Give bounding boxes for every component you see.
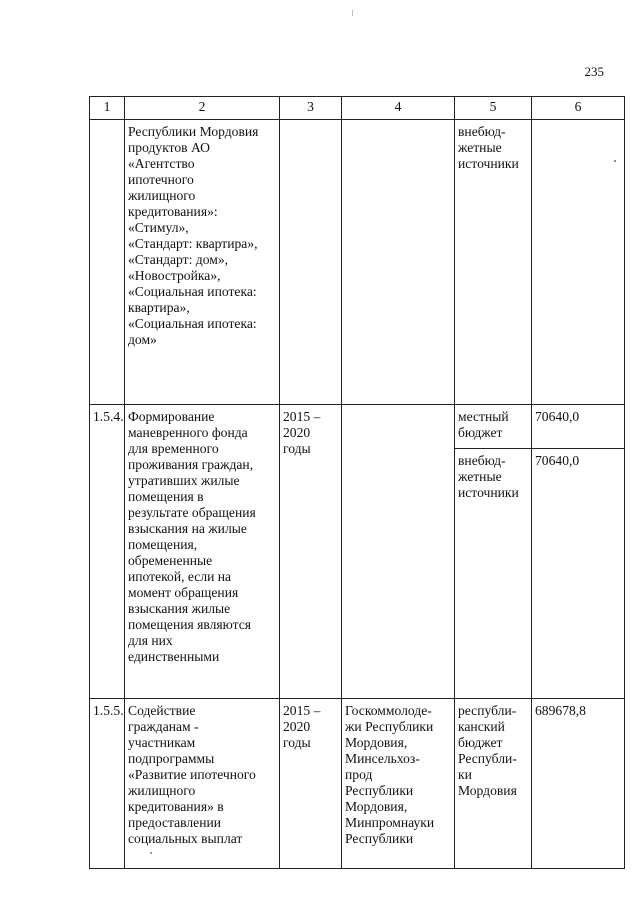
funding-source-cell [455, 449, 532, 699]
description-text: Республики Мордовия продуктов АО «Агентство ипотечного жилищного кредитования»: «Стимул», «Стандарт: квартира», «Стандарт: дом», «Новостройка», «Социальная ипотека: квартира», «Социальная ипотека: дом» [128, 124, 259, 347]
page-number: 235 [584, 64, 604, 79]
amount-cell: 70640,0 [532, 449, 625, 699]
header-cell: 1 [90, 97, 125, 120]
amount-cell [532, 120, 625, 405]
amount-cell: 70640,0 [532, 405, 625, 449]
program-table [89, 96, 625, 869]
header-cell: 2 [125, 97, 280, 120]
period-cell [280, 699, 342, 869]
funding-source-cell [455, 699, 532, 869]
period-cell [280, 405, 342, 699]
header-cell: 3 [280, 97, 342, 120]
period-text: 2015 – 2020 годы [283, 409, 321, 456]
table-header-row [90, 97, 625, 120]
executor-cell [342, 405, 455, 699]
header-cell: 6 [532, 97, 625, 120]
table-row [90, 120, 625, 405]
funding-source-text: республи- канский бюджет Республи- ки Мордовия [458, 703, 517, 798]
item-number-cell [90, 120, 125, 405]
description-text: Формирование маневренного фонда для временного проживания граждан, утративших жилые помещения в результате обращения взыскания на жилые помещения, обремененные ипотекой, если на момент обращения взыскания жилые помещения являются для них единственными [128, 409, 256, 664]
header-cell: 5 [455, 97, 532, 120]
amount-cell: 689678,8 [532, 699, 625, 869]
description-cell [125, 405, 280, 699]
description-text: Содействие гражданам - участникам подпрограммы «Развитие ипотечного жилищного кредитования» в предоставлении социальных выплат [128, 703, 256, 846]
scan-mark [614, 160, 616, 162]
scan-mark [150, 852, 152, 854]
scan-mark [352, 10, 353, 16]
period-cell [280, 120, 342, 405]
executor-cell [342, 699, 455, 869]
item-number-cell: 1.5.5. [90, 699, 125, 869]
executor-cell [342, 120, 455, 405]
funding-source-text: внебюд- жетные источники [458, 453, 519, 500]
funding-source-text: местный бюджет [458, 409, 509, 440]
item-number-cell: 1.5.4. [90, 405, 125, 699]
table-row [90, 405, 625, 449]
period-text: 2015 – 2020 годы [283, 703, 321, 750]
executor-text: Госкоммолоде- жи Республики Мордовия, Минсельхоз- прод Республики Мордовия, Минпромнауки Республики [345, 703, 435, 846]
funding-source-text: внебюд- жетные источники [458, 124, 519, 171]
table-row [90, 699, 625, 869]
funding-source-cell [455, 120, 532, 405]
funding-source-cell [455, 405, 532, 449]
description-cell [125, 120, 280, 405]
header-cell: 4 [342, 97, 455, 120]
description-cell [125, 699, 280, 869]
